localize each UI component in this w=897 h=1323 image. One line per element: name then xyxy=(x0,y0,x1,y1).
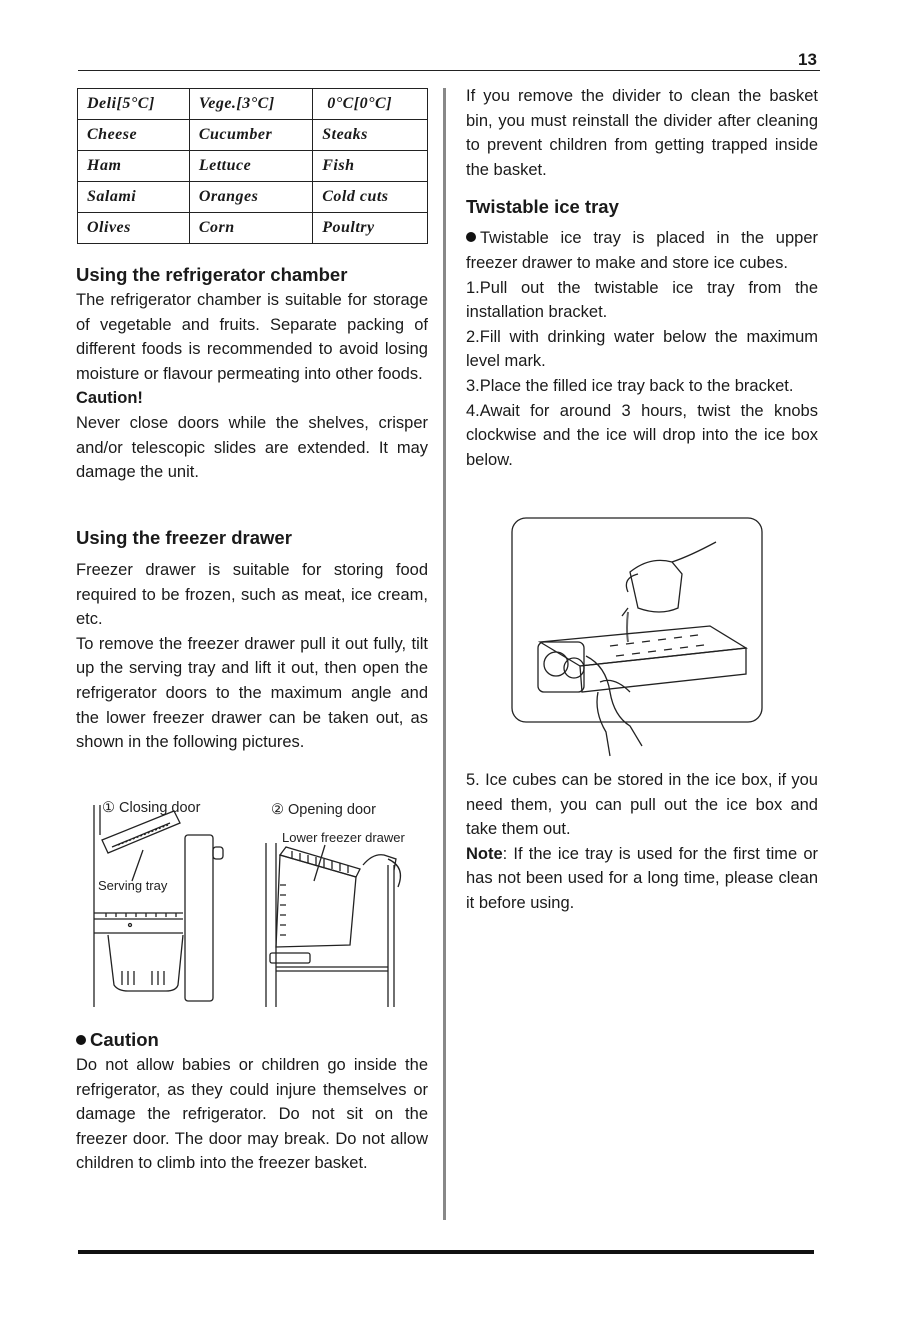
step-2: 2.Fill with drinking water below the maximum level mark. xyxy=(466,327,818,371)
table-row xyxy=(78,213,428,244)
page-number: 13 xyxy=(798,50,817,69)
table-row xyxy=(78,182,428,213)
ice-tray-intro: Twistable ice tray is placed in the upper freezer drawer to make and store ice cubes. xyxy=(466,229,818,272)
freezer-drawer-figure xyxy=(88,795,428,1010)
lower-drawer-label: Lower freezer drawer xyxy=(282,830,405,845)
table-cell: Olives xyxy=(78,213,190,244)
table-header-cell: 0°C[0°C] xyxy=(313,89,428,120)
table-cell: Oranges xyxy=(189,182,312,213)
right-bottom xyxy=(466,768,818,916)
table-cell: Steaks xyxy=(313,120,428,151)
table-cell: Salami xyxy=(78,182,190,213)
table-cell: Cold cuts xyxy=(313,182,428,213)
table-header-cell: Deli[5°C] xyxy=(78,89,190,120)
caution-label: Caution! xyxy=(76,389,143,408)
food-storage-table xyxy=(77,88,428,244)
ice-tray-illustration xyxy=(510,516,766,772)
right-column xyxy=(466,84,818,472)
footer-rule xyxy=(78,1250,814,1254)
fridge-section xyxy=(76,262,428,485)
bullet-icon xyxy=(76,1035,86,1045)
freezer-text-1: Freezer drawer is suitable for storing food required to be frozen, such as meat, ice cream, etc. xyxy=(76,561,428,629)
table-header-row xyxy=(78,89,428,120)
caution-text: Never close doors while the shelves, crisper and/or telescopic slides are extended. It may damage the unit. xyxy=(76,413,428,482)
table-cell: Poultry xyxy=(313,213,428,244)
ice-tray-heading: Twistable ice tray xyxy=(466,196,619,218)
freezer-section xyxy=(76,525,428,755)
fridge-heading: Using the refrigerator chamber xyxy=(76,264,348,285)
note-label: Note xyxy=(466,844,503,863)
table-cell: Corn xyxy=(189,213,312,244)
header-rule xyxy=(78,70,820,71)
table-row xyxy=(78,151,428,182)
table-cell: Fish xyxy=(313,151,428,182)
column-divider xyxy=(443,88,446,1220)
freezer-heading: Using the freezer drawer xyxy=(76,527,292,548)
step-5: 5. Ice cubes can be stored in the ice box, if you need them, you can pull out the ice box and take them out. xyxy=(466,771,818,839)
freezer-text-2: To remove the freezer drawer pull it out fully, tilt up the serving tray and lift it out, then open the refrigerator doors to the maximum angle and the lower freezer drawer can be taken out, as shown in the following pictures. xyxy=(76,634,428,752)
table-cell: Ham xyxy=(78,151,190,182)
caution-section xyxy=(76,1027,428,1176)
bullet-icon xyxy=(466,232,476,242)
table-cell: Lettuce xyxy=(189,151,312,182)
step-1: 1.Pull out the twistable ice tray from the installation bracket. xyxy=(466,278,818,322)
table-header-cell: Vege.[3°C] xyxy=(189,89,312,120)
note-text: : If the ice tray is used for the first time or has not been used for a long time, please clean it before using. xyxy=(466,844,818,912)
step-3: 3.Place the filled ice tray back to the bracket. xyxy=(466,376,794,395)
table-cell: Cheese xyxy=(78,120,190,151)
divider-text: If you remove the divider to clean the basket bin, you must reinstall the divider after cleaning to prevent children from getting trapped inside the basket. xyxy=(466,87,818,179)
serving-tray-label: Serving tray xyxy=(98,878,168,893)
fridge-text: The refrigerator chamber is suitable for storage of vegetable and fruits. Separate packing of different foods is recommended to avoid losing moisture or flavour permeating into other foods. xyxy=(76,291,428,383)
table-cell: Cucumber xyxy=(189,120,312,151)
opening-door-label: ② Opening door xyxy=(271,802,376,818)
step-4: 4.Await for around 3 hours, twist the knobs clockwise and the ice will drop into the ice box below. xyxy=(466,401,818,469)
table-row xyxy=(78,120,428,151)
caution-body: Do not allow babies or children go inside the refrigerator, as they could injure themselves or damage the refrigerator. Do not sit on the freezer door. The door may break. Do not allow children to climb into the freezer basket. xyxy=(76,1056,428,1173)
caution-heading: Caution xyxy=(90,1029,159,1050)
closing-door-label: ① Closing door xyxy=(102,800,201,816)
